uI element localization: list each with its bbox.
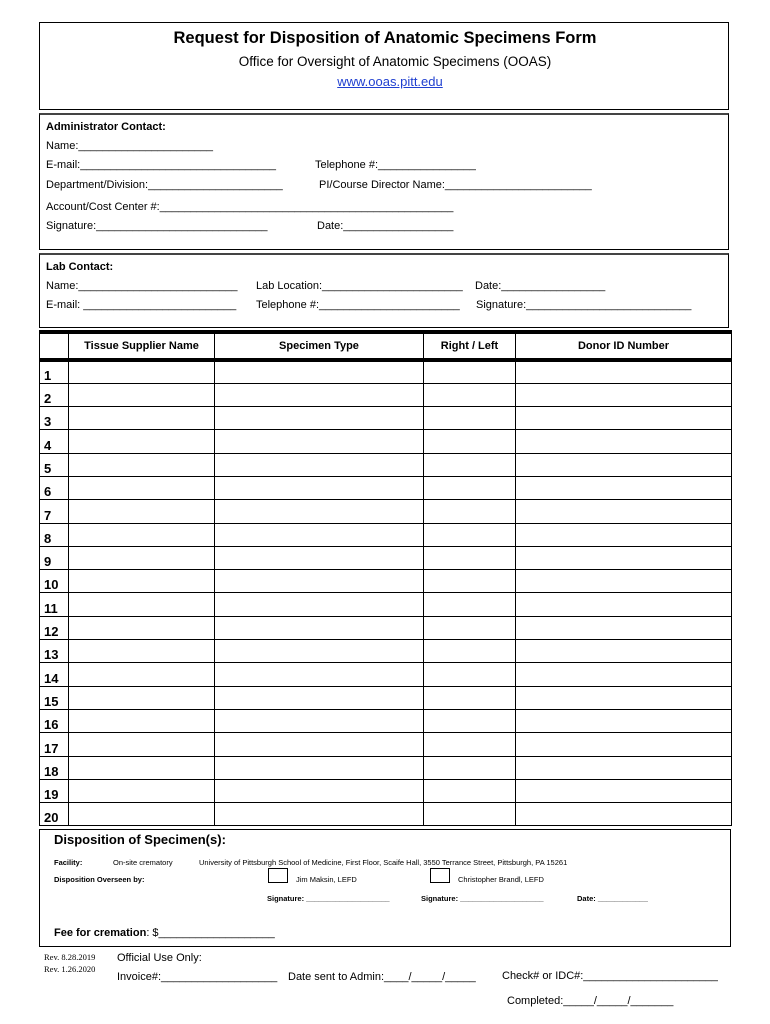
table-row (40, 593, 732, 616)
specimen-type-cell[interactable] (215, 523, 424, 546)
tissue-supplier-cell[interactable] (69, 640, 215, 663)
admin-date-field[interactable]: Date:__________________ (317, 220, 454, 232)
donor-id-cell[interactable] (516, 640, 732, 663)
table-row (40, 686, 732, 709)
row-number-header (40, 332, 69, 360)
donor-id-cell[interactable] (516, 733, 732, 756)
right-left-cell[interactable] (424, 523, 516, 546)
row-number: 18 (40, 756, 69, 779)
specimen-type-cell[interactable] (215, 360, 424, 383)
table-row (40, 500, 732, 523)
tissue-supplier-cell[interactable] (69, 430, 215, 453)
right-left-cell[interactable] (424, 663, 516, 686)
tissue-supplier-cell[interactable] (69, 523, 215, 546)
date-sent-field[interactable]: Date sent to Admin:____/_____/_____ (288, 971, 476, 983)
row-number: 14 (40, 663, 69, 686)
disposition-signature2[interactable]: Signature: ____________________ (421, 894, 544, 903)
overseen-by-label: Disposition Overseen by: (54, 875, 145, 884)
table-row (40, 430, 732, 453)
donor-id-cell[interactable] (516, 407, 732, 430)
table-row (40, 616, 732, 639)
donor-id-cell[interactable] (516, 523, 732, 546)
disposition-date[interactable]: Date: ____________ (577, 894, 648, 903)
specimen-type-cell[interactable] (215, 616, 424, 639)
tissue-supplier-cell[interactable] (69, 756, 215, 779)
row-number: 20 (40, 803, 69, 826)
donor-id-cell[interactable] (516, 570, 732, 593)
donor-id-header: Donor ID Number (516, 332, 732, 360)
specimen-type-cell[interactable] (215, 733, 424, 756)
person1-checkbox[interactable] (268, 868, 288, 883)
disposition-signature1[interactable]: Signature: ____________________ (267, 894, 390, 903)
admin-pi-field[interactable]: PI/Course Director Name:________________________ (319, 179, 592, 191)
specimen-type-cell[interactable] (215, 407, 424, 430)
fee-label: Fee for cremation (54, 927, 147, 939)
row-number: 8 (40, 523, 69, 546)
tissue-supplier-cell[interactable] (69, 616, 215, 639)
table-row (40, 476, 732, 499)
revision-date-2: Rev. 1.26.2020 (44, 964, 96, 974)
specimen-table (39, 330, 732, 826)
facility-address: University of Pittsburgh School of Medicine, First Floor, Scaife Hall, 3550 Terrance Street, Pittsburgh, PA 15261 (199, 858, 568, 867)
person2-checkbox[interactable] (430, 868, 450, 883)
tissue-supplier-cell[interactable] (69, 476, 215, 499)
right-left-cell[interactable] (424, 733, 516, 756)
right-left-cell[interactable] (424, 593, 516, 616)
right-left-cell[interactable] (424, 779, 516, 802)
lab-heading: Lab Contact: (46, 261, 114, 273)
table-row (40, 803, 732, 826)
revision-date-1: Rev. 8.28.2019 (44, 952, 96, 962)
table-row (40, 546, 732, 569)
website-link[interactable]: www.ooas.pitt.edu (337, 74, 443, 89)
lab-date-field[interactable]: Date:_________________ (475, 280, 606, 292)
tissue-supplier-cell[interactable] (69, 709, 215, 732)
row-number: 1 (40, 360, 69, 383)
lab-email-field[interactable]: E-mail: _________________________ (46, 299, 237, 311)
donor-id-cell[interactable] (516, 616, 732, 639)
completed-field[interactable]: Completed:_____/_____/_______ (507, 995, 674, 1007)
donor-id-cell[interactable] (516, 383, 732, 406)
donor-id-cell[interactable] (516, 546, 732, 569)
fee-value: : $___________________ (146, 927, 275, 939)
row-number: 5 (40, 453, 69, 476)
form-header (39, 22, 729, 110)
admin-signature-field[interactable]: Signature:____________________________ (46, 220, 268, 232)
row-number: 15 (40, 686, 69, 709)
disposition-section (39, 829, 731, 947)
tissue-supplier-cell[interactable] (69, 360, 215, 383)
donor-id-cell[interactable] (516, 756, 732, 779)
row-number: 12 (40, 616, 69, 639)
right-left-cell[interactable] (424, 546, 516, 569)
donor-id-cell[interactable] (516, 779, 732, 802)
fee-field[interactable] (54, 927, 275, 939)
invoice-field[interactable]: Invoice#:___________________ (117, 971, 278, 983)
tissue-supplier-cell[interactable] (69, 407, 215, 430)
donor-id-cell[interactable] (516, 500, 732, 523)
specimen-type-cell[interactable] (215, 430, 424, 453)
tissue-supplier-header: Tissue Supplier Name (69, 332, 215, 360)
right-left-cell[interactable] (424, 407, 516, 430)
right-left-cell[interactable] (424, 756, 516, 779)
official-use-label: Official Use Only: (117, 952, 202, 964)
row-number: 10 (40, 570, 69, 593)
tissue-supplier-cell[interactable] (69, 593, 215, 616)
lab-telephone-field[interactable]: Telephone #:_______________________ (256, 299, 460, 311)
admin-name-field[interactable]: Name:______________________ (46, 140, 213, 152)
right-left-cell[interactable] (424, 360, 516, 383)
person2-name: Christopher Brandl, LEFD (458, 875, 544, 884)
specimen-type-cell[interactable] (215, 686, 424, 709)
specimen-type-cell[interactable] (215, 709, 424, 732)
row-number: 9 (40, 546, 69, 569)
right-left-cell[interactable] (424, 500, 516, 523)
specimen-type-cell[interactable] (215, 663, 424, 686)
table-row (40, 733, 732, 756)
right-left-cell[interactable] (424, 616, 516, 639)
donor-id-cell[interactable] (516, 686, 732, 709)
row-number: 16 (40, 709, 69, 732)
donor-id-cell[interactable] (516, 709, 732, 732)
lab-location-field[interactable]: Lab Location:_______________________ (256, 280, 463, 292)
table-header-row (40, 332, 732, 360)
admin-heading: Administrator Contact: (46, 121, 166, 133)
row-number: 7 (40, 500, 69, 523)
admin-email-field[interactable]: E-mail:________________________________ (46, 159, 276, 171)
table-row (40, 779, 732, 802)
form-title: Request for Disposition of Anatomic Specimens Form (173, 29, 597, 47)
row-number: 3 (40, 407, 69, 430)
tissue-supplier-cell[interactable] (69, 570, 215, 593)
row-number: 13 (40, 640, 69, 663)
admin-account-field[interactable]: Account/Cost Center #:________________________________________________ (46, 201, 454, 213)
specimen-type-cell[interactable] (215, 546, 424, 569)
specimen-type-cell[interactable] (215, 453, 424, 476)
check-idc-field[interactable]: Check# or IDC#:______________________ (502, 970, 718, 982)
donor-id-cell[interactable] (516, 663, 732, 686)
tissue-supplier-cell[interactable] (69, 686, 215, 709)
tissue-supplier-cell[interactable] (69, 803, 215, 826)
lab-name-field[interactable]: Name:__________________________ (46, 280, 238, 292)
donor-id-cell[interactable] (516, 430, 732, 453)
right-left-cell[interactable] (424, 430, 516, 453)
disposition-title: Disposition of Specimen(s): (54, 832, 226, 847)
specimen-type-cell[interactable] (215, 476, 424, 499)
specimen-type-header: Specimen Type (215, 332, 424, 360)
specimen-type-cell[interactable] (215, 756, 424, 779)
specimen-type-cell[interactable] (215, 593, 424, 616)
admin-department-field[interactable]: Department/Division:______________________ (46, 179, 283, 191)
donor-id-cell[interactable] (516, 476, 732, 499)
right-left-cell[interactable] (424, 383, 516, 406)
table-row (40, 640, 732, 663)
specimen-type-cell[interactable] (215, 779, 424, 802)
right-left-cell[interactable] (424, 570, 516, 593)
admin-telephone-field[interactable]: Telephone #:________________ (315, 159, 476, 171)
tissue-supplier-cell[interactable] (69, 779, 215, 802)
right-left-cell[interactable] (424, 709, 516, 732)
table-row (40, 523, 732, 546)
specimen-type-cell[interactable] (215, 803, 424, 826)
tissue-supplier-cell[interactable] (69, 663, 215, 686)
right-left-header: Right / Left (424, 332, 516, 360)
donor-id-cell[interactable] (516, 803, 732, 826)
table-row (40, 407, 732, 430)
tissue-supplier-cell[interactable] (69, 733, 215, 756)
donor-id-cell[interactable] (516, 360, 732, 383)
row-number: 17 (40, 733, 69, 756)
table-row (40, 709, 732, 732)
tissue-supplier-cell[interactable] (69, 383, 215, 406)
table-row (40, 360, 732, 383)
lab-signature-field[interactable]: Signature:___________________________ (476, 299, 692, 311)
tissue-supplier-cell[interactable] (69, 500, 215, 523)
administrator-contact-section (39, 113, 729, 250)
donor-id-cell[interactable] (516, 453, 732, 476)
donor-id-cell[interactable] (516, 593, 732, 616)
person1-name: Jim Maksin, LEFD (296, 875, 357, 884)
tissue-supplier-cell[interactable] (69, 453, 215, 476)
right-left-cell[interactable] (424, 686, 516, 709)
table-body (40, 360, 732, 826)
right-left-cell[interactable] (424, 476, 516, 499)
specimen-type-cell[interactable] (215, 640, 424, 663)
row-number: 11 (40, 593, 69, 616)
right-left-cell[interactable] (424, 803, 516, 826)
right-left-cell[interactable] (424, 640, 516, 663)
table-row (40, 383, 732, 406)
right-left-cell[interactable] (424, 453, 516, 476)
table-row (40, 756, 732, 779)
table-row (40, 570, 732, 593)
specimen-type-cell[interactable] (215, 500, 424, 523)
row-number: 2 (40, 383, 69, 406)
row-number: 4 (40, 430, 69, 453)
facility-type: On-site crematory (113, 858, 173, 867)
facility-label: Facility: (54, 858, 83, 867)
table-row (40, 453, 732, 476)
tissue-supplier-cell[interactable] (69, 546, 215, 569)
table-row (40, 663, 732, 686)
lab-contact-section (39, 253, 729, 328)
row-number: 19 (40, 779, 69, 802)
specimen-type-cell[interactable] (215, 570, 424, 593)
form-subtitle: Office for Oversight of Anatomic Specimens (OOAS) (238, 54, 552, 69)
specimen-type-cell[interactable] (215, 383, 424, 406)
row-number: 6 (40, 476, 69, 499)
